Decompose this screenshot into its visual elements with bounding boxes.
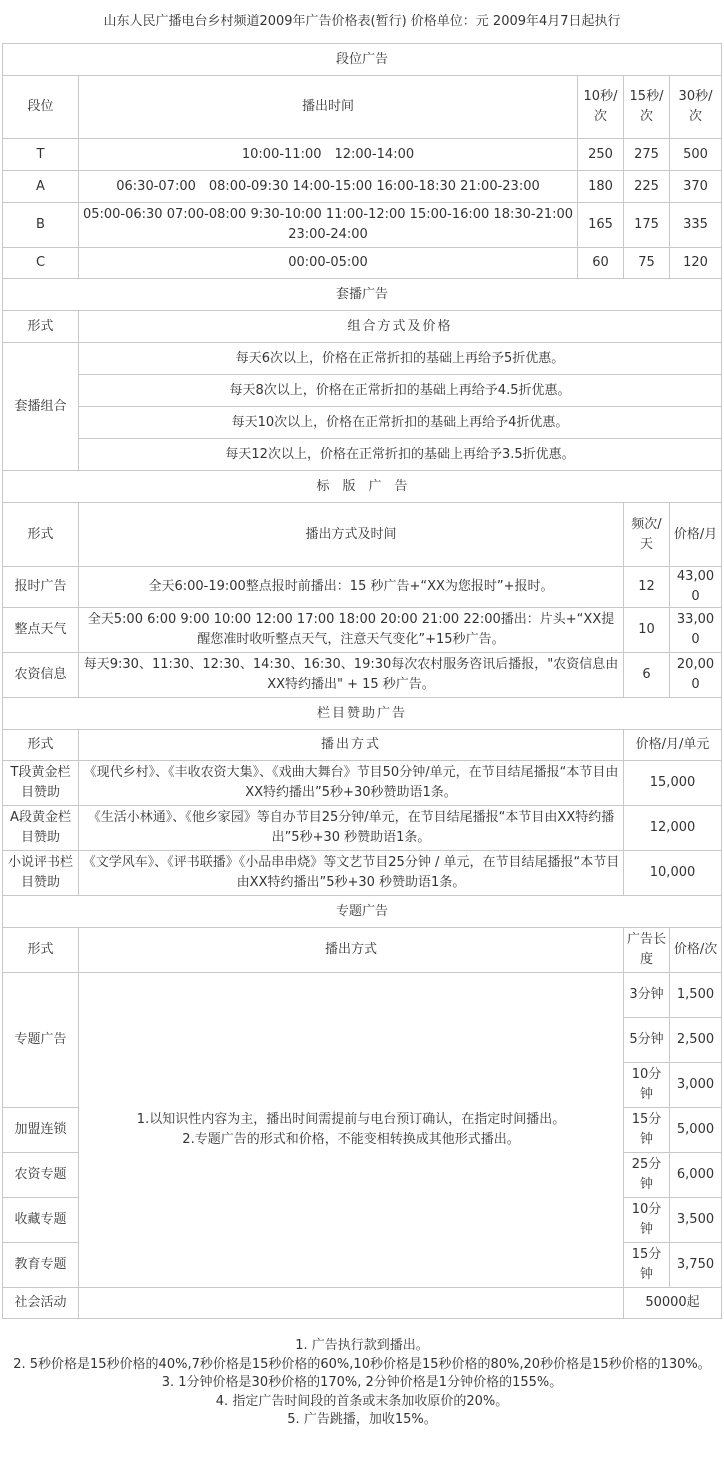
social-activity-label: 社会活动 — [3, 1288, 79, 1319]
table-row — [3, 439, 722, 471]
table-row — [3, 973, 722, 1018]
feature-price: 1,500 — [670, 973, 722, 1018]
footnotes — [0, 1337, 724, 1430]
ad-frequency: 10 — [624, 608, 670, 653]
sponsor-price: 12,000 — [624, 806, 722, 851]
feature-price: 5,000 — [670, 1108, 722, 1153]
price-10s: 165 — [578, 203, 624, 248]
ad-method: 全天5:00 6:00 9:00 10:00 12:00 17:00 18:00 20:00 21:00 22:00播出：片头+“XX提醒您准时收听整点天气，注意天气变化”+15秒广告。 — [79, 608, 624, 653]
sponsor-price: 15,000 — [624, 761, 722, 806]
social-activity-price: 50000起 — [624, 1288, 722, 1319]
ad-form: 报时广告 — [3, 567, 79, 608]
bundle-offer: 每天6次以上，价格在正常折扣的基础上再给予5折优惠。 — [79, 343, 722, 375]
column-header: 形式 — [3, 928, 79, 973]
price-15s: 75 — [624, 248, 670, 279]
air-time: 06:30-07:00 08:00-09:30 14:00-15:00 16:00-18:30 21:00-23:00 — [79, 171, 578, 203]
ad-price: 43,000 — [670, 567, 722, 608]
air-time: 00:00-05:00 — [79, 248, 578, 279]
slot-code: T — [3, 139, 79, 171]
column-header: 价格/次 — [670, 928, 722, 973]
column-header: 15秒/次 — [624, 76, 670, 139]
column-header: 组合方式及价格 — [79, 311, 722, 343]
feature-length: 5分钟 — [624, 1018, 670, 1063]
section-heading-bundle: 套播广告 — [3, 279, 722, 311]
table-row — [3, 203, 722, 248]
column-header: 播出方式及时间 — [79, 503, 624, 567]
table-row — [3, 608, 722, 653]
sponsor-method: 《现代乡村》、《丰收农资大集》、《戏曲大舞台》节目50分钟/单元，在节目结尾播报“本节目由XX特约播出”5秒+30秒赞助语1条。 — [79, 761, 624, 806]
social-activity-empty — [79, 1288, 624, 1319]
bundle-offer: 每天10次以上，价格在正常折扣的基础上再给予4折优惠。 — [79, 407, 722, 439]
feature-form: 收藏专题 — [3, 1198, 79, 1243]
feature-form: 加盟连锁 — [3, 1108, 79, 1153]
table-row — [3, 375, 722, 407]
table-row — [3, 248, 722, 279]
table-row — [3, 343, 722, 375]
column-header: 播出时间 — [79, 76, 578, 139]
sponsor-form: A段黄金栏目赞助 — [3, 806, 79, 851]
feature-length: 25分钟 — [624, 1153, 670, 1198]
sponsor-price: 10,000 — [624, 851, 722, 896]
column-header: 形式 — [3, 311, 79, 343]
column-header: 形式 — [3, 730, 79, 761]
ad-frequency: 12 — [624, 567, 670, 608]
air-time: 10:00-11:00 12:00-14:00 — [79, 139, 578, 171]
price-30s: 120 — [670, 248, 722, 279]
table-row — [3, 761, 722, 806]
feature-length: 3分钟 — [624, 973, 670, 1018]
ad-price: 20,000 — [670, 653, 722, 698]
sponsor-method: 《文学风车》、《评书联播》《小品串串烧》等文艺节目25分钟 / 单元，在节目结尾播报“本节目由XX特约播出”5秒+30 秒赞助语1条。 — [79, 851, 624, 896]
footnote: 3. 1分钟价格是30秒价格的170%, 2分钟价格是1分钟价格的155%。 — [161, 1375, 563, 1390]
price-table — [2, 43, 722, 1319]
section-heading-standard: 标 版 广 告 — [3, 471, 722, 503]
price-10s: 180 — [578, 171, 624, 203]
column-header: 30秒/次 — [670, 76, 722, 139]
ad-method: 每天9:30、11:30、12:30、14:30、16:30、19:30每次农村服务咨讯后播报，"农资信息由XX特约播出" + 15 秒广告。 — [79, 653, 624, 698]
bundle-offer: 每天8次以上，价格在正常折扣的基础上再给予4.5折优惠。 — [79, 375, 722, 407]
ad-price: 33,000 — [670, 608, 722, 653]
feature-price: 6,000 — [670, 1153, 722, 1198]
feature-rule-2: 2.专题广告的形式和价格，不能变相转换成其他形式播出。 — [182, 1132, 520, 1147]
table-row — [3, 139, 722, 171]
feature-length: 10分钟 — [624, 1198, 670, 1243]
column-header: 价格/月/单元 — [624, 730, 722, 761]
footnote: 4. 指定广告时间段的首条或末条加收原价的20%。 — [215, 1393, 509, 1409]
table-row — [3, 851, 722, 896]
feature-length: 15分钟 — [624, 1108, 670, 1153]
price-15s: 225 — [624, 171, 670, 203]
sponsor-form: 小说评书栏目赞助 — [3, 851, 79, 896]
ad-form: 整点天气 — [3, 608, 79, 653]
column-header: 形式 — [3, 503, 79, 567]
feature-form: 教育专题 — [3, 1243, 79, 1288]
feature-length: 15分钟 — [624, 1243, 670, 1288]
ad-form: 农资信息 — [3, 653, 79, 698]
price-15s: 275 — [624, 139, 670, 171]
table-row — [3, 653, 722, 698]
footnote: 1. 广告执行款到播出。 — [295, 1338, 429, 1353]
sponsor-form: T段黄金栏目赞助 — [3, 761, 79, 806]
feature-price: 3,750 — [670, 1243, 722, 1288]
table-row — [3, 806, 722, 851]
ad-method: 全天6:00-19:00整点报时前播出：15 秒广告+“XX为您报时”+报时。 — [79, 567, 624, 608]
footnote: 5. 广告跳播，加收15%。 — [287, 1412, 437, 1427]
price-15s: 175 — [624, 203, 670, 248]
price-10s: 250 — [578, 139, 624, 171]
feature-length: 10分钟 — [624, 1063, 670, 1108]
page-title: 山东人民广播电台乡村频道2009年广告价格表(暂行) 价格单位：元 2009年4月7日起执行 — [103, 14, 621, 29]
price-30s: 370 — [670, 171, 722, 203]
sponsor-method: 《生活小林通》、《他乡家园》等自办节目25分钟/单元，在节目结尾播报“本节目由XX特约播出”5秒+30 秒赞助语1条。 — [79, 806, 624, 851]
feature-price: 2,500 — [670, 1018, 722, 1063]
section-heading-sponsor: 栏目赞助广告 — [3, 698, 722, 730]
bundle-label: 套播组合 — [3, 343, 79, 471]
feature-price: 3,500 — [670, 1198, 722, 1243]
column-header: 价格/月 — [670, 503, 722, 567]
table-row — [3, 407, 722, 439]
feature-rule-1: 1.以知识性内容为主，播出时间需提前与电台预订确认，在指定时间播出。 — [136, 1112, 566, 1127]
slot-code: C — [3, 248, 79, 279]
column-header: 频次/天 — [624, 503, 670, 567]
column-header: 播出方式 — [79, 730, 624, 761]
feature-method — [79, 973, 624, 1288]
price-30s: 500 — [670, 139, 722, 171]
footnote: 2. 5秒价格是15秒价格的40%,7秒价格是15秒价格的60%,10秒价格是15秒价格的80%,20秒价格是15秒价格的130%。 — [13, 1356, 711, 1372]
column-header: 播出方式 — [79, 928, 624, 973]
section-heading-feature: 专题广告 — [3, 896, 722, 928]
column-header: 10秒/次 — [578, 76, 624, 139]
column-header: 段位 — [3, 76, 79, 139]
air-time: 05:00-06:30 07:00-08:00 9:30-10:00 11:00-12:00 15:00-16:00 18:30-21:00 23:00-24:00 — [79, 203, 578, 248]
slot-code: A — [3, 171, 79, 203]
table-row — [3, 567, 722, 608]
feature-form: 农资专题 — [3, 1153, 79, 1198]
table-row — [3, 1288, 722, 1319]
column-header: 广告长度 — [624, 928, 670, 973]
table-row — [3, 171, 722, 203]
ad-frequency: 6 — [624, 653, 670, 698]
section-heading-slot: 段位广告 — [3, 44, 722, 76]
feature-price: 3,000 — [670, 1063, 722, 1108]
bundle-offer: 每天12次以上，价格在正常折扣的基础上再给予3.5折优惠。 — [79, 439, 722, 471]
price-10s: 60 — [578, 248, 624, 279]
slot-code: B — [3, 203, 79, 248]
feature-form: 专题广告 — [3, 973, 79, 1108]
price-30s: 335 — [670, 203, 722, 248]
